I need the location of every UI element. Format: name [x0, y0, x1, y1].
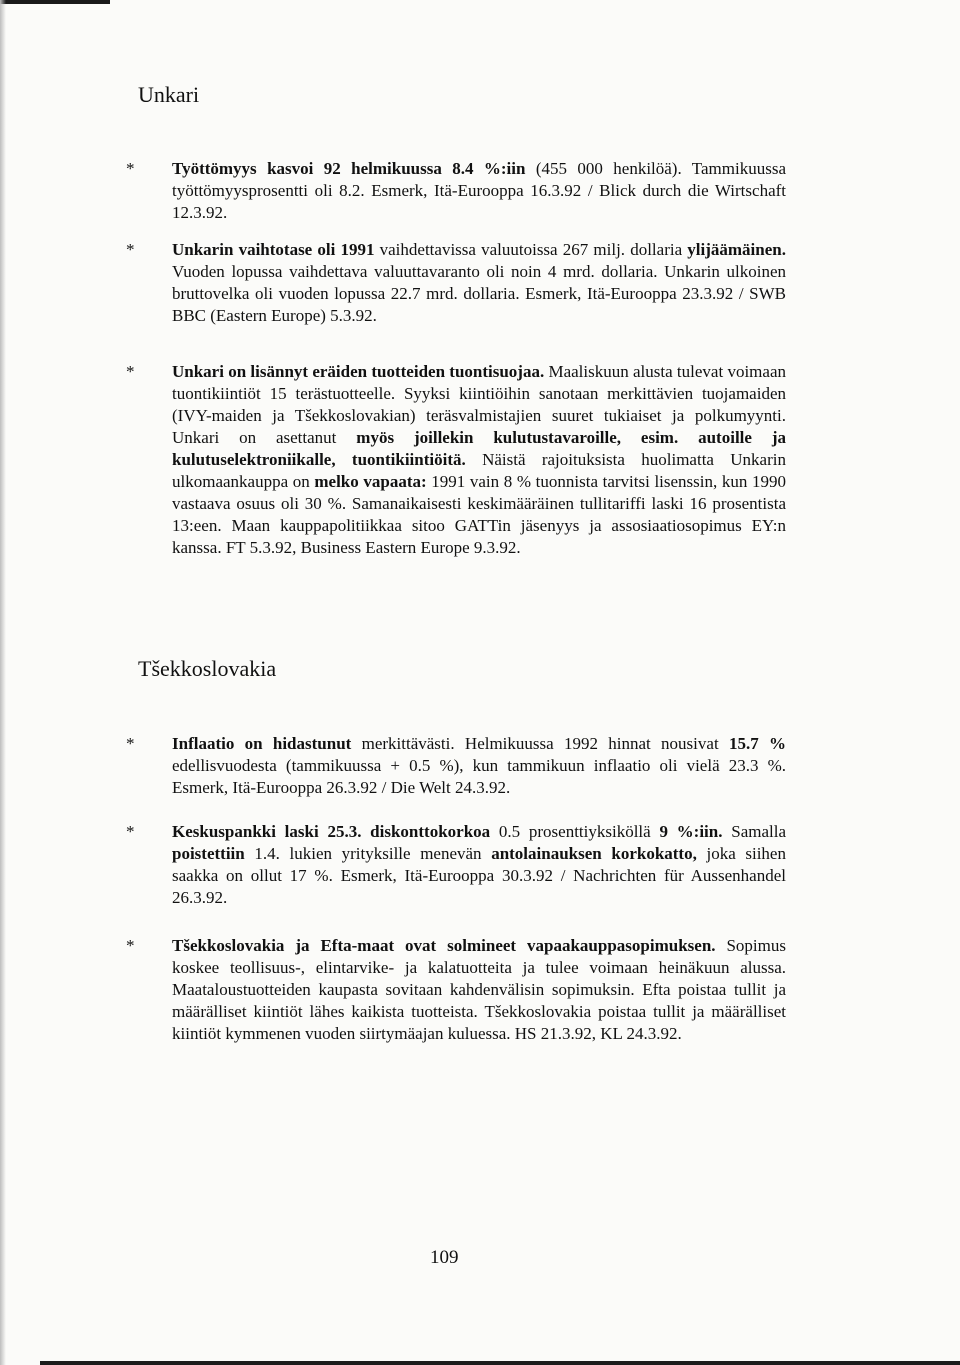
bold-text-run: Unkarin vaihtotase oli 1991	[172, 240, 375, 259]
section-title-unkari: Unkari	[138, 82, 200, 107]
text-run: Samalla	[722, 822, 786, 841]
section-title-tsekkoslovakia: Tšekkoslovakia	[138, 656, 277, 681]
bullet: *	[126, 240, 135, 259]
scan-edge-bottom	[40, 1361, 960, 1365]
item-text	[172, 821, 786, 909]
text-run: joka siihen saakka on ollut 17 %. Esmerk, Itä-Eurooppa 30.3.92 / Nachrichten für Aussenhandel 26.3.92.	[172, 844, 786, 907]
bold-text-run: Keskuspankki laski 25.3. diskonttokorkoa	[172, 822, 491, 841]
text-run: Maaliskuun alusta tulevat voimaan tuontikiintiöt 15 terästuotteelle. Syyksi kiintiöihin sanotaan merkittävien tuojamaiden (IVY-maiden ja Tšekkoslovakian) teräsvalmistajien suuret tukiaiset ja polkumyynti. Unkari on asettanut	[172, 362, 786, 447]
list-item	[126, 935, 786, 1045]
item-text	[172, 733, 786, 799]
scan-edge-mark	[0, 0, 110, 40]
bullet: *	[126, 734, 135, 753]
list-item	[126, 733, 786, 799]
bold-text-run: 9 %:iin.	[659, 822, 723, 841]
item-text	[172, 361, 786, 559]
text-run: (455 000 henkilöä). Tammikuussa työttömyysprosentti oli 8.2. Esmerk, Itä-Eurooppa 16.3.92 / Blick durch die Wirtschaft 12.3.92.	[172, 159, 786, 222]
bold-text-run: Inflaatio on hidastunut	[172, 734, 352, 753]
item-text	[172, 239, 786, 327]
item-text	[172, 158, 786, 224]
bullet: *	[126, 159, 135, 178]
text-run: merkittävästi. Helmikuussa 1992 hinnat nousivat	[351, 734, 729, 753]
list-item	[126, 158, 786, 224]
bold-text-run: antolainauksen korkokatto,	[491, 844, 697, 863]
bullet: *	[126, 936, 135, 955]
bold-text-run: poistettiin	[172, 844, 245, 863]
bold-text-run: myös joillekin kulutustavaroille, esim. autoille ja kulutuselektroniikalle, tuontikiintiöitä.	[172, 428, 786, 469]
bold-text-run: 15.7 %	[728, 734, 787, 753]
text-run: Sopimus koskee teollisuus-, elintarvike- ja kalatuotteita ja tulee voimaan heinäkuun alussa. Maataloustuotteiden kaupasta sovitaan kahdenvälisin sopimuksin. Efta poistaa tullit ja määrälliset kiintiöt lähes kaikista tuotteista. Tšekkoslovakia poistaa tullit ja määrälliset kiintiöt kymmenen vuoden siirtymäajan kuluessa. HS 21.3.92, KL 24.3.92.	[172, 936, 786, 1043]
list-item	[126, 361, 786, 559]
text-run: 0.5 prosenttiyksiköllä	[490, 822, 660, 841]
text-run: vaihdettavissa valuutoissa 267 milj. dollaria	[374, 240, 688, 259]
text-run: edellisvuodesta (tammikuussa + 0.5 %), kun tammikuun inflaatio oli vielä 23.3 %. Esmerk, Itä-Eurooppa 26.3.92 / Die Welt 24.3.92.	[172, 756, 786, 797]
bold-text-run: melko vapaata:	[314, 472, 427, 491]
item-text	[172, 935, 786, 1045]
bold-text-run: Unkari on lisännyt eräiden tuotteiden tuontisuojaa.	[172, 362, 545, 381]
text-run: Vuoden lopussa vaihdettava valuuttavaranto oli noin 4 mrd. dollaria. Unkarin ulkoinen bruttovelka oli vuoden lopussa 22.7 mrd. dollaria. Esmerk, Itä-Eurooppa 23.3.92 / SWB BBC (Eastern Europe) 5.3.92.	[172, 262, 786, 325]
list-item	[126, 239, 786, 327]
page-number: 109	[430, 1247, 459, 1268]
bullet: *	[126, 822, 135, 841]
bold-text-run: Tšekkoslovakia ja Efta-maat ovat solmineet vapaakauppasopimuksen.	[172, 936, 716, 955]
bold-text-run: Työttömyys kasvoi 92 helmikuussa 8.4 %:iin	[172, 159, 526, 178]
list-item	[126, 821, 786, 909]
bullet: *	[126, 362, 135, 381]
bold-text-run: ylijäämäinen.	[687, 240, 786, 259]
text-run: 1991 vain 8 % tuonnista tarvitsi lisenssin, kun 1990 vastaava osuus oli 30 %. Samanaikaisesti keskimääräinen tullitariffi laski 16 prosentista 13:een. Maan kauppapolitiikkaa sitoo GATTin jäsenyys ja assosiaatiosopimus EY:n kanssa. FT 5.3.92, Business Eastern Europe 9.3.92.	[172, 472, 786, 557]
text-run: Näistä rajoituksista huolimatta Unkarin ulkomaankauppa on	[172, 450, 786, 491]
text-run: 1.4. lukien yrityksille menevän	[244, 844, 492, 863]
